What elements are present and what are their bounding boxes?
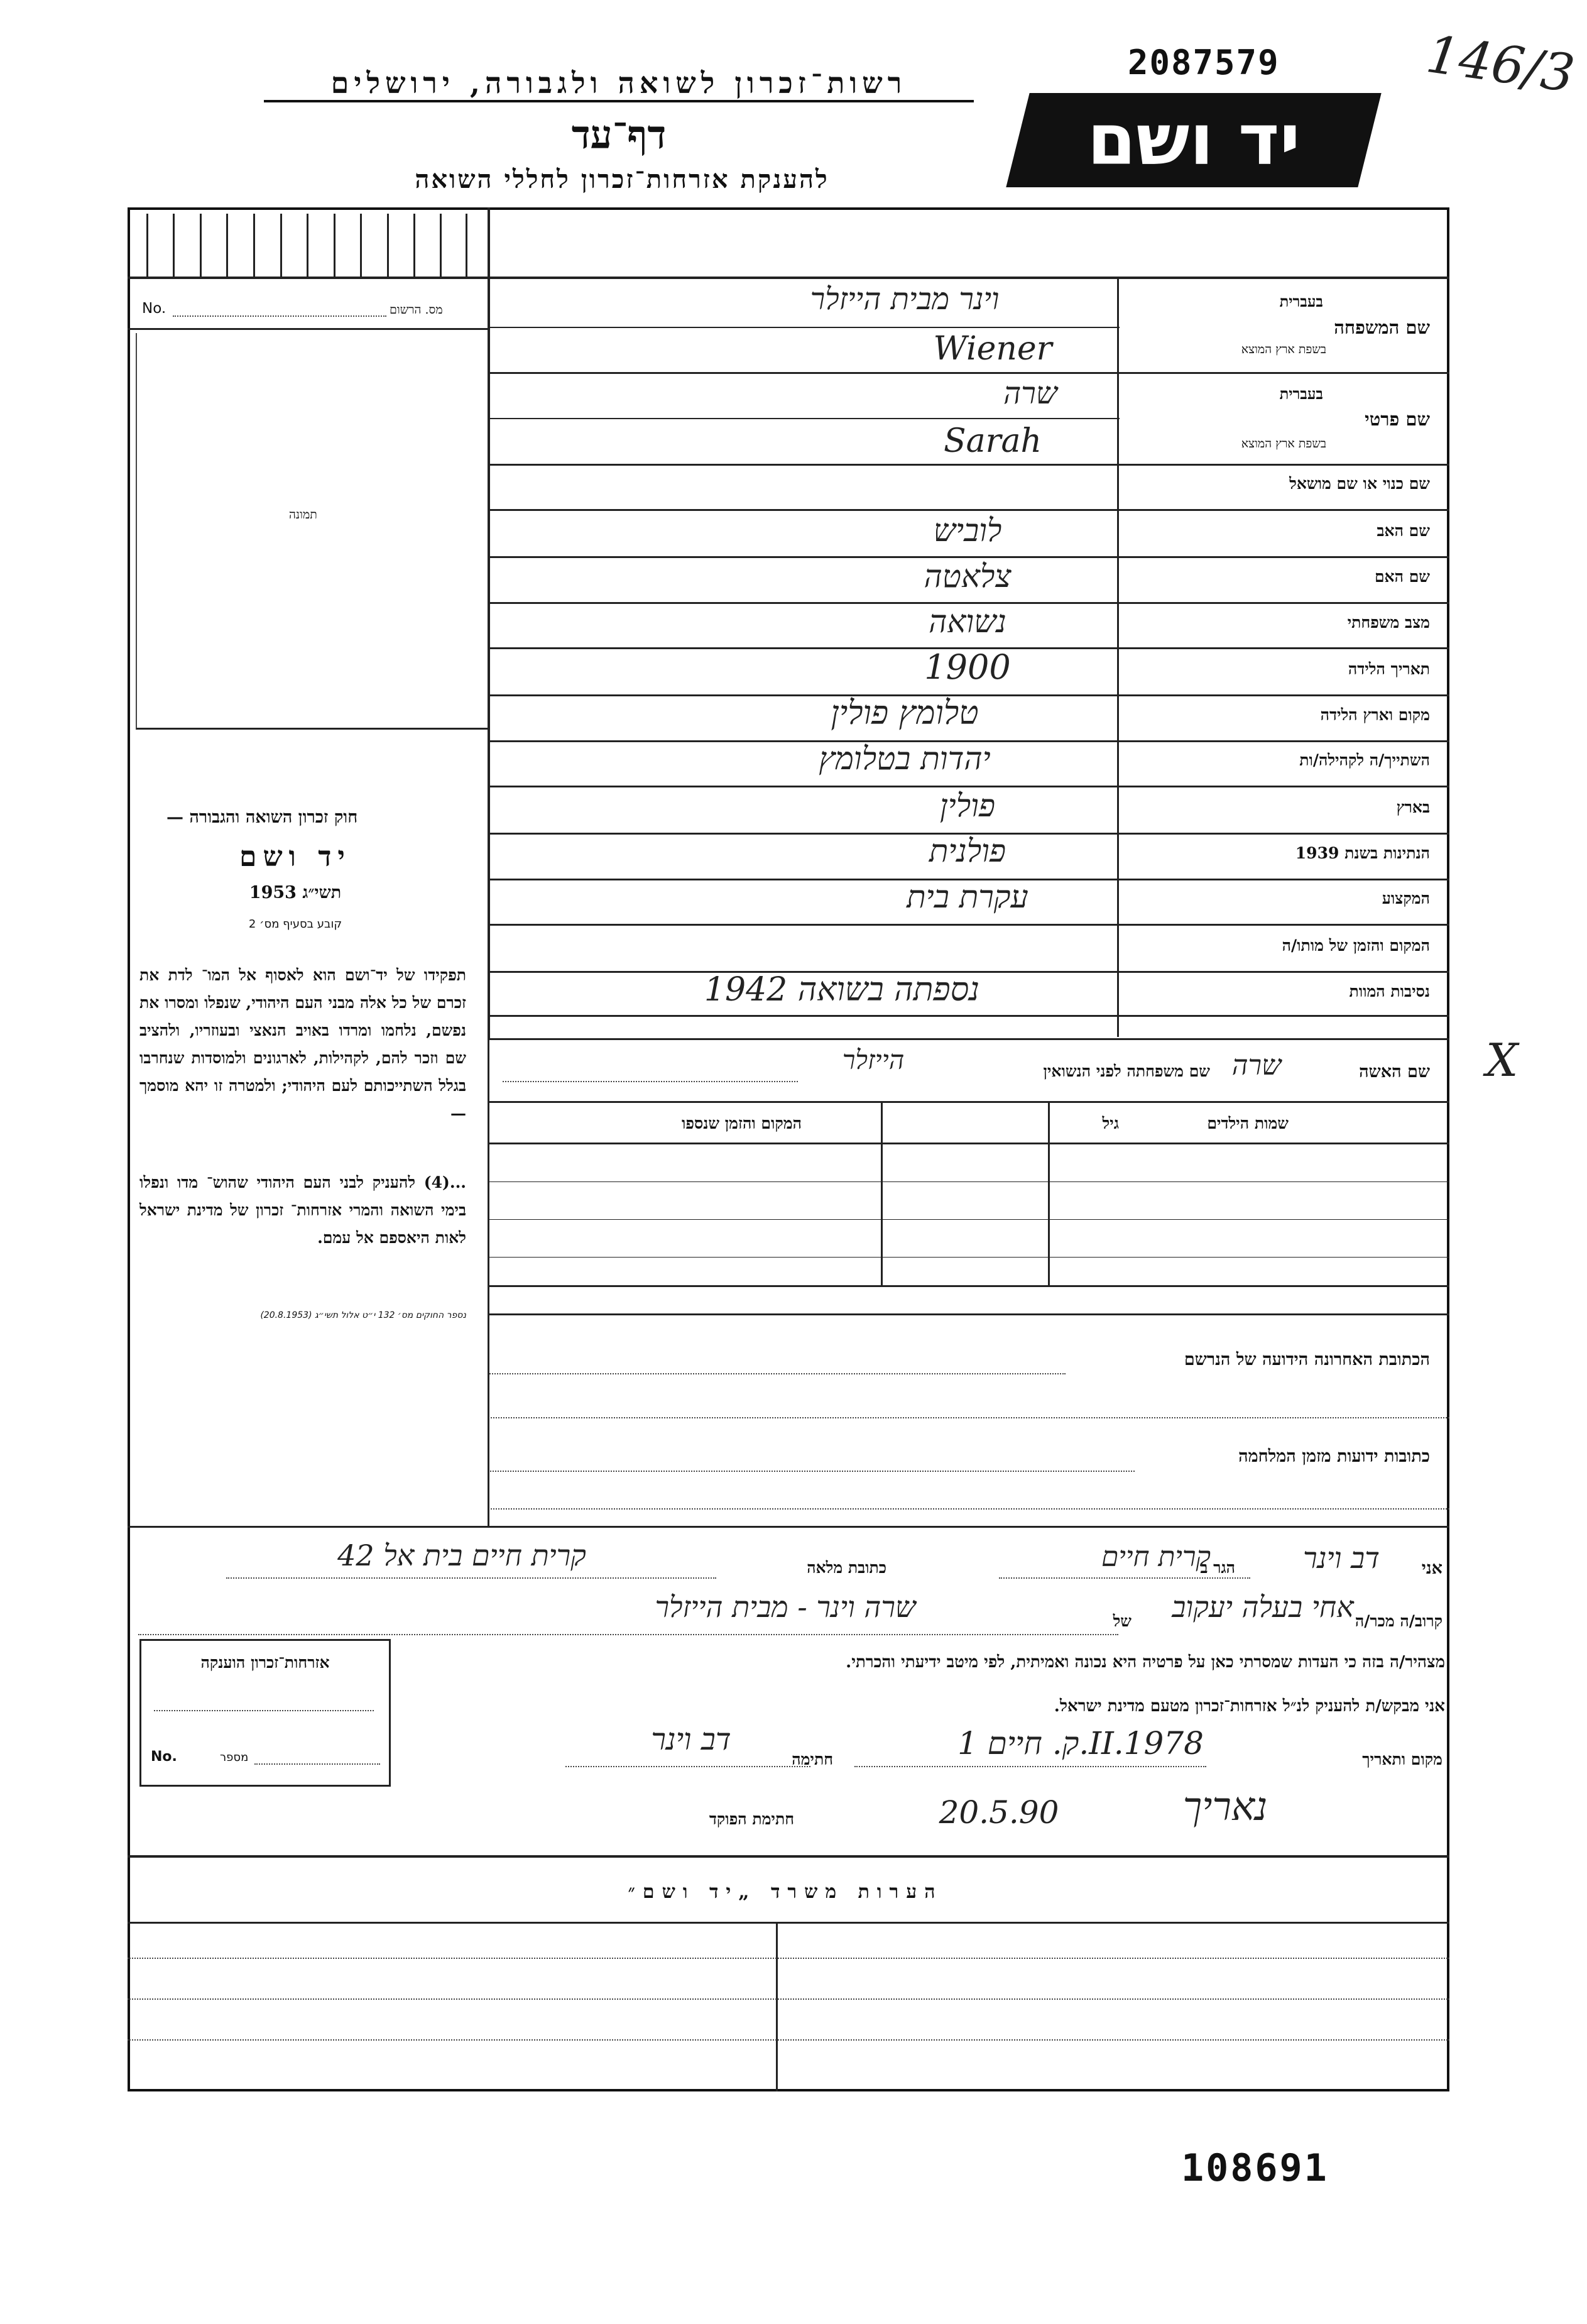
children-age-header: גיל [1102,1114,1119,1132]
place-date-label: מקום ותאריך [1362,1750,1442,1768]
family-name-sub-orig: בשפת ארץ המוצא [1241,343,1326,356]
last-address-label: הכתובת האחרונה הידועה של הנרשם [1184,1350,1430,1369]
signature-label: חתימה [792,1750,833,1768]
community-label: השתייך/ה לקהילה/ות [1299,751,1430,769]
mother-label: שם האם [1374,567,1430,586]
profession-value[interactable]: עקרת בית [907,879,1028,915]
relation-value[interactable]: אחי בעלה יעקוב [1172,1590,1354,1624]
declaration-text: מצהיר/ה בזה כי העדות שמסרתי כאן על פרטיה היא נכונה ואמיתית, לפי מיטב ידיעתי והכרתי. [846,1653,1445,1672]
certificate-number-label: מספר [220,1751,249,1764]
yad-vashem-logo [1006,93,1381,187]
declarant-hagar-label: הגר ב [1200,1559,1235,1577]
birth-date-value[interactable]: 1900 [924,647,1011,687]
death-place-label: המקום והזמן של מותו/ה [1282,936,1430,955]
certificate-number-prefix: No. [151,1749,177,1765]
officer-signature-label: חתימת הפוקד [709,1810,794,1828]
birth-place-label: מקום וארץ הלידה [1320,706,1430,724]
citizenship-certificate-box[interactable] [139,1639,391,1787]
spouse-maiden-label: שם משפחתה לפני הנשואין [1043,1062,1210,1080]
spouse-maiden-value[interactable]: הייזלר [842,1044,905,1075]
signature-value[interactable]: דב וינר [651,1722,731,1757]
first-name-label: שם פרטי [1365,408,1430,430]
officer-signature-value[interactable]: נאריך [1182,1784,1268,1829]
children-names-header: שמות הילדים [1207,1114,1289,1132]
bottom-number: 108691 [1181,2146,1329,2190]
law-year: תשי״ג 1953 [249,883,342,902]
page-subtitle: להענקת אזרחות־זכרון לחללי השואה [415,165,829,194]
family-name-sub-he: בעברית [1279,292,1323,310]
declarant-city-value[interactable]: קרית חיים [1101,1541,1211,1573]
law-clause: קובע בסעיף מס׳ 2 [248,918,342,931]
father-value[interactable]: לוביש [933,512,1002,549]
profession-label: המקצוע [1382,889,1430,907]
reg-number-label: מס. הרשום [390,303,443,317]
law-name: יד ושם [239,841,351,873]
nickname-label: שם כנוי או שם מושאל [1289,474,1430,493]
place-date-value[interactable]: ק. חיים 1.II.1978 [957,1725,1204,1762]
country-label: בארץ [1396,798,1430,816]
law-title: חוק זכרון השואה והגבורה — [166,808,358,827]
spouse-label: שם האשה [1359,1062,1430,1082]
law-reference: נספר החוקים מס׳ 132 י״ט אלול תשי״ג (20.8.1953) [260,1310,466,1320]
marital-status-label: מצב משפחתי [1347,613,1430,632]
relation-label: קרוב/ה מכר/ה [1355,1612,1442,1630]
page-title: דף־עד [571,112,667,158]
declarant-address-value[interactable]: קרית חיים בית אל 42 [337,1538,586,1572]
first-name-sub-he: בעברית [1279,385,1323,403]
nationality-label: הנתינות בשנת 1939 [1295,844,1430,862]
family-name-label: שם המשפחה [1334,317,1430,338]
last-address-field[interactable] [488,1373,1066,1374]
war-addresses-label: כתובות ידועות מזמן המלחמה [1238,1447,1430,1466]
community-value[interactable]: יהדות בטלומץ [819,740,991,777]
spouse-first-value[interactable]: שרה [1231,1050,1282,1082]
office-notes-title: הערות משרד „יד ושם״ [628,1881,943,1903]
first-name-sub-orig: בשפת ארץ המוצא [1241,437,1326,451]
reg-number-field[interactable] [173,315,386,317]
photo-box[interactable] [136,333,489,730]
deceased-name-value[interactable]: שרה וינר - מבית הייזלר [655,1590,916,1624]
declarant-ani-label: אני [1421,1559,1442,1578]
declarant-name-value[interactable]: דב וינר [1303,1541,1380,1575]
margin-x-mark: X [1486,1034,1519,1087]
law-paragraph-2: ...(4) להעניק לבני העם היהודי שהוש־ מדו ונפלו בימי השואה והמרי אזרחות־ זכרון של מדינת ישראל לאות היאספם אל עמם. [139,1173,466,1247]
photo-label: תמונה [289,508,317,522]
birth-place-value[interactable]: טלומץ פולין [831,694,979,732]
children-place-header: המקום והזמן שנספו [682,1114,802,1132]
first-name-orig-value[interactable]: Sarah [944,422,1042,460]
law-paragraph-1: תפקידו של יד־ושם הוא לאסוף אל המו־ לדת את זכרם של כל אלה מבני העם היהודי, שנפלו ומסרו את נפשם, נלחמו ומרדו באויב הנאצי ובעוזריו, ולהציב שם וזכר להם, לקהילות, לארגונים ולמוסדות שנחרבו בגלל השתייכותם לעם היהודי; ולמטרה זו יהא מוסמך — [139,966,466,1122]
marital-status-value[interactable]: נשואה [929,603,1006,640]
country-value[interactable]: פולין [939,787,996,824]
family-name-he-value[interactable]: וינר מבית הייזלר [810,282,1000,317]
certificate-title: אזרחות־זכרון הוענקה [200,1653,330,1672]
authority-line: רשות־זכרון לשואה ולגבורה, ירושלים [264,66,974,102]
death-circumstances-label: נסיבות המוות [1349,982,1430,1000]
full-address-label: כתובת מלאה [807,1559,886,1577]
family-name-orig-value[interactable]: Wiener [933,330,1052,368]
top-number: 2087579 [1128,43,1280,82]
war-addresses-field[interactable] [488,1471,1135,1472]
mother-value[interactable]: צלאטה [924,558,1012,595]
request-text: אני מבקש/ת להעניק לנ״ל אזרחות־זכרון מטעם מדינת ישראל. [1054,1697,1445,1716]
father-label: שם האב [1377,522,1430,540]
shel-label: של [1113,1612,1132,1630]
reg-number-prefix: No. [142,300,166,317]
nationality-value[interactable]: פולנית [929,833,1006,869]
birth-date-label: תאריך הלידה [1348,660,1430,678]
first-name-he-value[interactable]: שרה [1003,376,1057,411]
corner-note: 146/3 [1422,25,1578,104]
officer-date-value[interactable]: 20.5.90 [939,1794,1059,1831]
death-circumstances-value[interactable]: נספתה בשואה 1942 [704,971,980,1009]
logo-text: יד ושם [1087,99,1301,181]
